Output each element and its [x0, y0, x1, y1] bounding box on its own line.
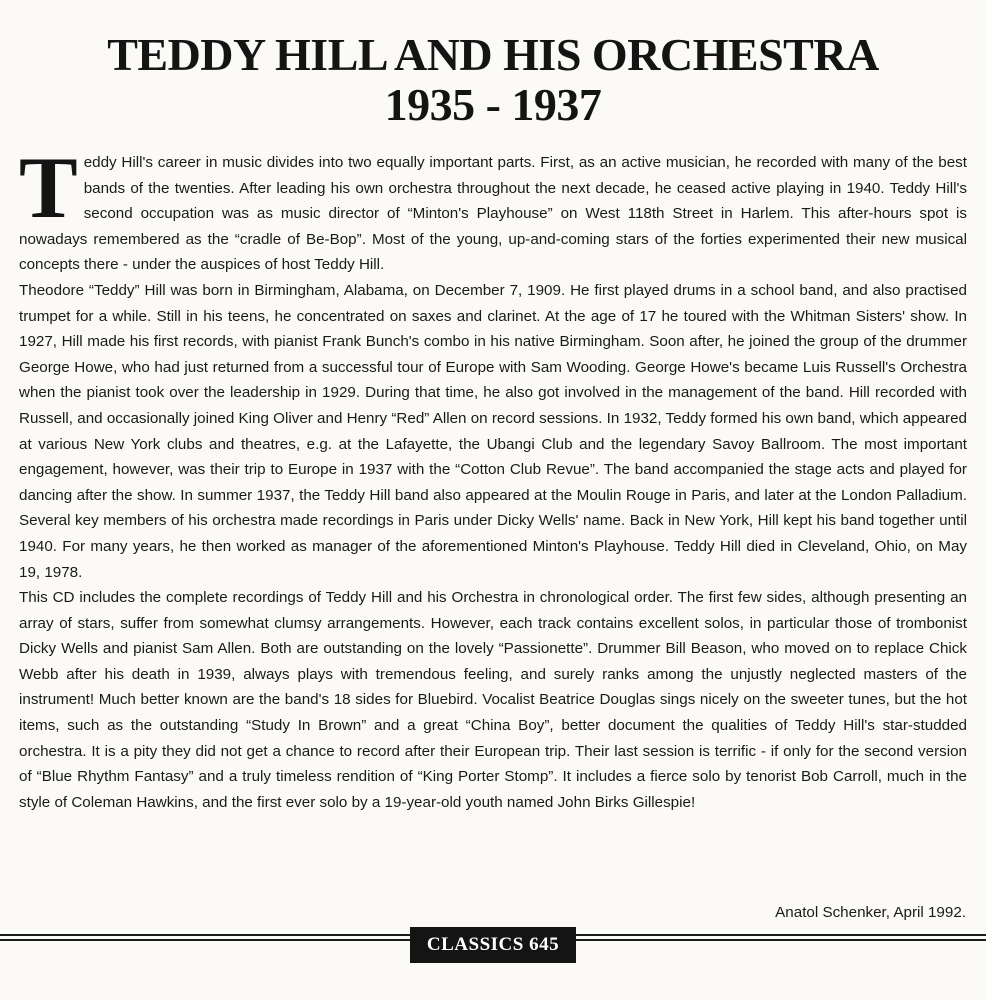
author-signature: Anatol Schenker, April 1992. [775, 904, 966, 921]
paragraph-2: Theodore “Teddy” Hill was born in Birmingham, Alabama, on December 7, 1909. He first played drums in a school band, and also practised trumpet for a while. Still in his teens, he concentrated on saxes and clarinet. At the age of 17 he toured with the Whitman Sisters' show. In 1927, Hill made his first records, with pianist Frank Bunch's combo in his native Birmingham. Soon after, he joined the group of the drummer George Howe, who had just returned from a successful tour of Europe with Sam Wooding. George Howe's became Luis Russell's Orchestra when the pianist took over the leadership in 1929. During that time, he also got involved in the management of the band. Hill recorded with Russell, and occasionally joined King Oliver and Henry “Red” Allen on record sessions. In 1932, Teddy formed his own band, which appeared at various New York clubs and theatres, e.g. at the Lafayette, the Ubangi Club and the legendary Savoy Ballroom. The most important engagement, however, was their trip to Europe in 1937 with the “Cotton Club Revue”. The band accompanied the stage acts and played for dancing after the show. In summer 1937, the Teddy Hill band also appeared at the Moulin Rouge in Paris, and later at the London Palladium. Several key members of his orchestra made recordings in Paris under Dicky Wells' name. Back in New York, Hill kept his band together until 1940. For many years, he then worked as manager of the aforementioned Minton's Playhouse. Teddy Hill died in Cleveland, Ohio, on May 19, 1978. [19, 281, 967, 581]
paragraph-1 [19, 140, 967, 278]
catalog-badge: CLASSICS 645 [410, 927, 576, 963]
liner-notes-body [19, 140, 967, 815]
title-years: 1935 - 1937 [384, 79, 602, 130]
page-title [0, 30, 986, 130]
drop-cap: T [19, 140, 78, 237]
paragraph-1-text: eddy Hill's career in music divides into two equally important parts. First, as an active musician, he recorded with many of the best bands of the twenties. After leading his own orchestra throughout the next decade, he ceased active playing in 1940. Teddy Hill's second occupation was as music director of “Minton's Playhouse” on West 118th Street in Harlem. This after-hours spot is nowadays remembered as the “cradle of Be-Bop”. Most of the young, up-and-coming stars of the forties experimented their new musical concepts there - under the auspices of host Teddy Hill. [19, 154, 967, 274]
paragraph-3: This CD includes the complete recordings of Teddy Hill and his Orchestra in chronological order. The first few sides, although presenting an array of stars, suffer from somewhat clumsy arrangements. However, each track contains excellent solos, in particular those of trombonist Dicky Wells and pianist Sam Allen. Both are outstanding on the lovely “Passionette”. Drummer Bill Beason, who moved on to replace Chick Webb after his death in 1939, always plays with tremendous feeling, and surely ranks among the unjustly neglected masters of the instrument! Much better known are the band's 18 sides for Bluebird. Vocalist Beatrice Douglas sings nicely on the sweeter tunes, but the hot items, such as the outstanding “Study In Brown” and a great “China Boy”, better document the qualities of Teddy Hill's star-studded orchestra. It is a pity they did not get a chance to record after their European trip. Their last session is terrific - if only for the second version of “Blue Rhythm Fantasy” and a truly timeless rendition of “King Porter Stomp”. It includes a fierce solo by tenorist Bob Carroll, much in the style of Coleman Hawkins, and the first ever solo by a 19-year-old youth named John Birks Gillespie! [19, 589, 967, 811]
title-main: TEDDY HILL AND HIS ORCHESTRA [107, 29, 879, 80]
footer-rule-left [0, 934, 410, 946]
footer-rule-right [576, 934, 986, 946]
